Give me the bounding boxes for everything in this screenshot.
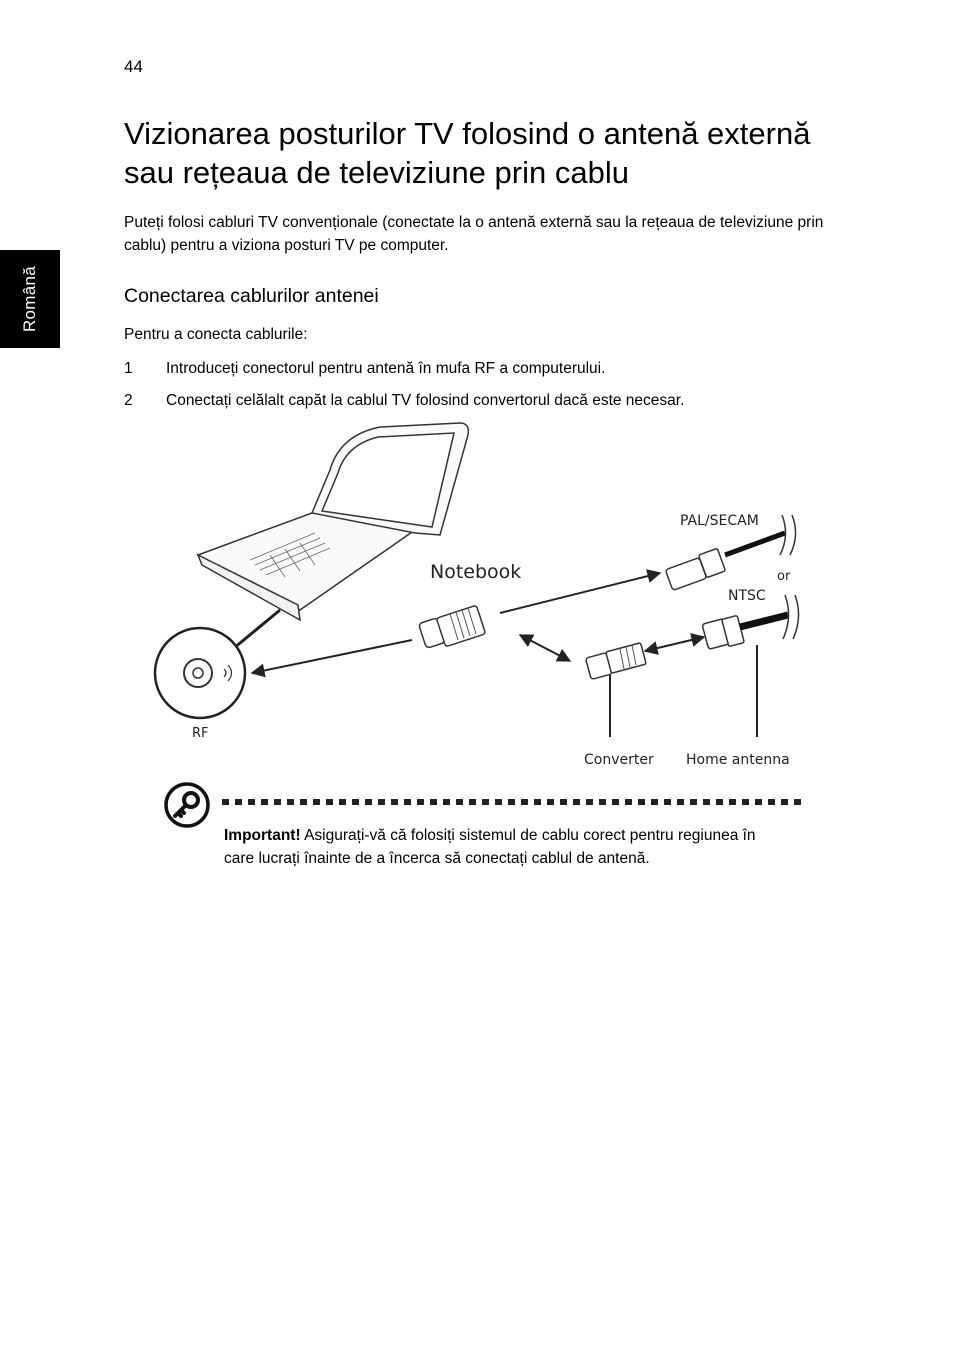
important-note <box>224 824 784 870</box>
converter-label: Converter <box>584 752 654 768</box>
pal-secam-label: PAL/SECAM <box>680 513 759 529</box>
rf-label: RF <box>192 726 209 741</box>
or-label: or <box>777 569 791 584</box>
intro-paragraph: Puteți folosi cabluri TV convenționale (conectate la o antenă externă sau la rețeaua de televiziune prin cablu) pentru a viziona posturi TV pe computer. <box>124 214 824 254</box>
ntsc-label: NTSC <box>728 588 766 604</box>
notebook-illustration <box>198 423 468 620</box>
note-divider <box>222 799 806 805</box>
converter-illustration <box>586 643 647 680</box>
important-text: Asigurați-vă că folosiți sistemul de cablu corect pentru regiunea în care lucrați înainte de a încerca să conectați cablul de antenă. <box>224 827 756 867</box>
connection-diagram <box>140 415 820 775</box>
rf-port-illustration <box>155 628 245 718</box>
page-number: 44 <box>124 57 143 76</box>
notebook-label: Notebook <box>430 561 522 583</box>
home-antenna-label: Home antenna <box>686 752 790 768</box>
step-text: Conectați celălalt capăt la cablul TV folosind convertorul dacă este necesar. <box>166 392 685 409</box>
language-tab <box>0 250 60 348</box>
key-icon <box>164 782 210 828</box>
steps-lead: Pentru a conecta cablurile: <box>124 326 308 343</box>
step-number: 1 <box>124 360 133 377</box>
important-label: Important! <box>224 827 301 844</box>
section-heading: Conectarea cablurilor antenei <box>124 285 379 307</box>
pal-secam-connector-illustration <box>665 533 785 590</box>
step-number: 2 <box>124 392 133 409</box>
language-tab-label: Română <box>20 265 39 333</box>
page-title: Vizionarea posturilor TV folosind o antenă externă sau rețeaua de televiziune prin cablu <box>124 116 811 190</box>
ntsc-connector-illustration <box>702 615 788 649</box>
step-text: Introduceți conectorul pentru antenă în mufa RF a computerului. <box>166 360 606 377</box>
antenna-plug-illustration <box>418 605 485 648</box>
